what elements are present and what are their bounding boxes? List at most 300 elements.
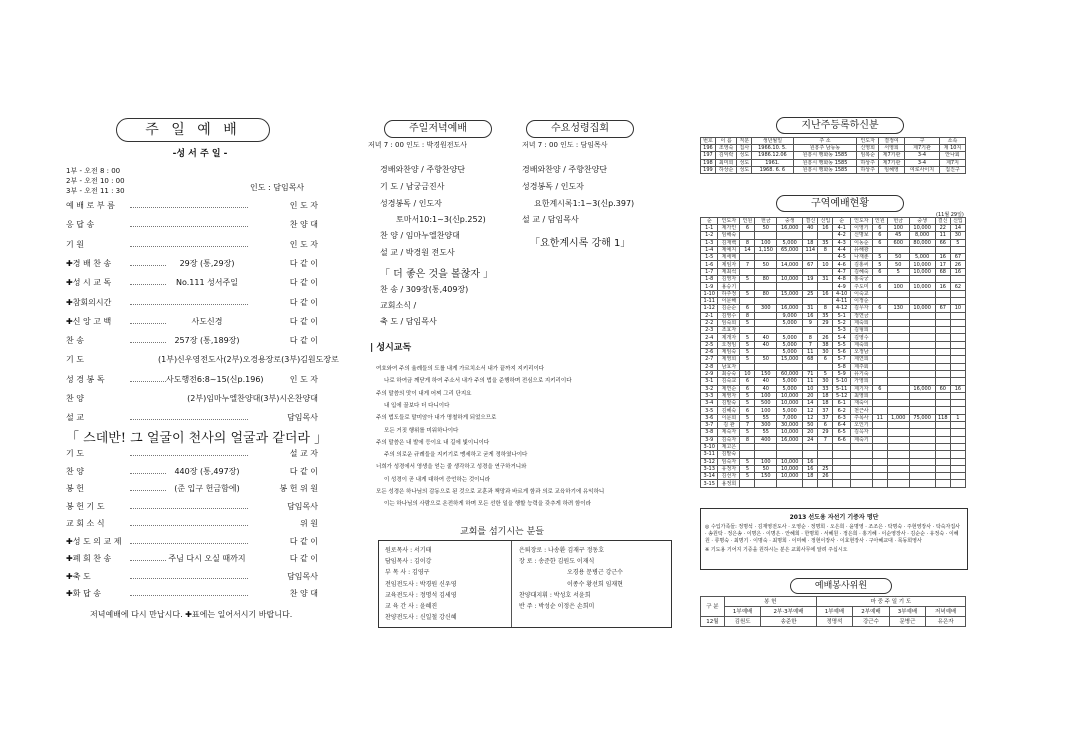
table-row bbox=[701, 334, 966, 341]
table-cell bbox=[872, 465, 887, 472]
table-cell: 3-10 bbox=[701, 443, 718, 450]
order-item-label: ✚신 앙 고 백 bbox=[66, 316, 112, 326]
table-row bbox=[701, 261, 966, 268]
order-item-role: 인 도 자 bbox=[289, 239, 318, 249]
table-cell bbox=[909, 429, 935, 436]
table-cell bbox=[850, 465, 872, 472]
table-cell: 4-10 bbox=[833, 290, 850, 297]
table-cell bbox=[887, 429, 909, 436]
table-cell bbox=[909, 378, 935, 385]
table-cell bbox=[803, 451, 818, 458]
table-header-cell: 결신 bbox=[935, 218, 950, 225]
table-cell: 29 bbox=[818, 319, 833, 326]
table-cell bbox=[833, 465, 850, 472]
table-cell: 8 bbox=[818, 246, 833, 253]
table-cell: 가영희 bbox=[850, 378, 872, 385]
order-item-role: 인 도 자 bbox=[289, 374, 318, 384]
staff-right-item: 반 주 : 박성순 이정은 손희미 bbox=[519, 603, 595, 610]
table-row bbox=[701, 407, 966, 414]
table-cell bbox=[755, 451, 777, 458]
table-cell: 3-1 bbox=[701, 378, 718, 385]
table-cell: 1961. bbox=[752, 159, 793, 166]
evening-item: 기 도 / 남궁금진사 bbox=[380, 182, 445, 191]
reading-line: 여호와여 주의 율례들의 도를 내게 가르치소서 내가 끝까지 지키리이다 bbox=[376, 366, 545, 372]
table-row bbox=[701, 312, 966, 319]
districts-date: (11월 29일) bbox=[936, 212, 964, 218]
table-cell: 하상주 bbox=[857, 166, 879, 173]
table-cell bbox=[755, 349, 777, 356]
table-cell bbox=[950, 429, 965, 436]
table-cell bbox=[803, 480, 818, 487]
table-cell: 16 bbox=[818, 225, 833, 232]
table-cell bbox=[909, 443, 935, 450]
table-cell bbox=[872, 276, 887, 283]
table-cell bbox=[887, 297, 909, 304]
table-cell bbox=[909, 246, 935, 253]
table-cell: 5 bbox=[740, 319, 755, 326]
table-row bbox=[701, 145, 966, 152]
table-cell bbox=[850, 458, 872, 465]
order-item-label: 찬 양 bbox=[66, 394, 84, 403]
order-dots bbox=[130, 304, 248, 305]
table-cell: 20 bbox=[803, 392, 818, 399]
servers-subheader-cell: 2부예배 bbox=[853, 607, 890, 617]
order-item-detail: 주님 다시 오실 때까지 bbox=[166, 553, 248, 565]
servers-header-cell: 마 중 주 일 기 도 bbox=[816, 597, 965, 607]
table-row bbox=[701, 414, 966, 421]
reading-line: 모든 성경은 하나님의 감동으로 된 것으로 교훈과 책망과 바르게 함과 의로 교육하기에 유익하니 bbox=[376, 489, 605, 495]
staff-right-item: 이종수 황선희 임재현 bbox=[567, 580, 623, 588]
table-cell: 15,000 bbox=[777, 356, 803, 363]
table-cell: 10,000 bbox=[777, 392, 803, 399]
table-cell: 26 bbox=[950, 261, 965, 268]
table-cell bbox=[872, 443, 887, 450]
table-header-cell: 번호 bbox=[701, 138, 716, 145]
order-row bbox=[66, 297, 318, 309]
table-cell: 11 bbox=[935, 232, 950, 239]
servers-header-cell: 봉 헌 bbox=[724, 597, 816, 607]
order-row bbox=[66, 501, 318, 513]
table-cell bbox=[950, 436, 965, 443]
table-cell: 300 bbox=[755, 305, 777, 312]
table-cell: 성도 bbox=[737, 159, 752, 166]
table-cell bbox=[818, 458, 833, 465]
table-row bbox=[701, 297, 966, 304]
table-header-cell: 소속 bbox=[940, 138, 966, 145]
table-cell: 10,000 bbox=[777, 429, 803, 436]
table-cell bbox=[887, 341, 909, 348]
table-cell: 5 bbox=[740, 465, 755, 472]
table-cell bbox=[740, 443, 755, 450]
table-cell bbox=[909, 334, 935, 341]
table-header-cell: 인원 bbox=[872, 218, 887, 225]
table-cell: 2-9 bbox=[701, 370, 718, 377]
table-cell: 6 bbox=[872, 232, 887, 239]
table-cell: 이동순 bbox=[850, 239, 872, 246]
table-cell: 4-2 bbox=[833, 232, 850, 239]
table-cell: 10 bbox=[740, 370, 755, 377]
table-cell bbox=[950, 327, 965, 334]
table-row bbox=[701, 254, 966, 261]
table-cell bbox=[803, 363, 818, 370]
table-cell: 26 bbox=[818, 473, 833, 480]
order-row bbox=[66, 258, 318, 270]
table-cell: 임복순 bbox=[857, 152, 879, 159]
table-cell: 김영수 bbox=[850, 334, 872, 341]
table-cell: 5 bbox=[740, 341, 755, 348]
table-cell: 3-12 bbox=[701, 458, 718, 465]
table-cell: 신영희 bbox=[857, 145, 879, 152]
table-header-cell: 결신 bbox=[803, 218, 818, 225]
table-cell: 남효자 bbox=[718, 363, 740, 370]
wednesday-item: 경배와찬양 / 주향찬양단 bbox=[522, 165, 608, 174]
servers-subheader-cell: 1부예배 bbox=[816, 607, 853, 617]
staff-right-item: 찬양대지휘 : 박성호 서윤희 bbox=[519, 591, 591, 599]
table-cell bbox=[909, 473, 935, 480]
order-item-role: 다 같 이 bbox=[289, 466, 318, 476]
bible-plan-note: ※ 기도용 기어지 기증을 원하시는 분은 교회사무에 알려 주십시오 bbox=[705, 547, 848, 553]
table-cell: 31 bbox=[818, 276, 833, 283]
order-dots bbox=[130, 595, 248, 596]
table-header-cell: 주 소 bbox=[793, 138, 857, 145]
table-header-cell: 인도자 bbox=[857, 138, 879, 145]
table-cell bbox=[935, 319, 950, 326]
table-cell bbox=[887, 363, 909, 370]
table-cell bbox=[935, 276, 950, 283]
table-cell: 18 bbox=[818, 400, 833, 407]
table-cell: 50 bbox=[755, 225, 777, 232]
table-cell bbox=[872, 327, 887, 334]
order-item-role: 다 같 이 bbox=[289, 536, 318, 546]
table-cell: 6 bbox=[872, 283, 887, 290]
table-cell: 김숙자 bbox=[718, 436, 740, 443]
table-cell: 80 bbox=[755, 290, 777, 297]
table-cell bbox=[909, 319, 935, 326]
reading-line: 주의 법도들로 말미암아 내가 명철하게 되었으므로 bbox=[376, 415, 497, 422]
order-row bbox=[66, 553, 318, 565]
table-cell: 118 bbox=[935, 414, 950, 421]
table-cell: 3-3 bbox=[701, 392, 718, 399]
table-cell bbox=[833, 473, 850, 480]
table-cell: 용승기 bbox=[718, 283, 740, 290]
table-row bbox=[701, 232, 966, 239]
table-cell bbox=[935, 312, 950, 319]
table-cell: 37 bbox=[818, 414, 833, 421]
table-cell: 5 bbox=[740, 400, 755, 407]
table-cell bbox=[909, 465, 935, 472]
table-cell bbox=[777, 451, 803, 458]
table-cell bbox=[777, 268, 803, 275]
table-cell: 5 bbox=[872, 254, 887, 261]
districts-table bbox=[700, 217, 966, 488]
servers-name: 강근수 bbox=[853, 617, 890, 627]
table-cell bbox=[950, 458, 965, 465]
table-cell bbox=[950, 363, 965, 370]
order-item-detail: 257장 (통,189장) bbox=[166, 335, 248, 347]
table-cell bbox=[740, 451, 755, 458]
service-time-1: 1부 - 오전 8 : 00 bbox=[66, 167, 121, 175]
service-time-2: 2부 - 오전 10 : 00 bbox=[66, 177, 125, 185]
table-cell bbox=[909, 370, 935, 377]
table-cell: 1-6 bbox=[701, 261, 718, 268]
evening-item: 축 도 / 담임목사 bbox=[380, 317, 437, 326]
table-cell: 1-10 bbox=[701, 290, 718, 297]
order-item-role: 봉 헌 위 원 bbox=[279, 484, 318, 493]
table-cell bbox=[887, 480, 909, 487]
table-header-cell: 이 름 bbox=[715, 138, 737, 145]
table-cell: 5,000 bbox=[777, 334, 803, 341]
table-cell bbox=[872, 334, 887, 341]
order-row bbox=[66, 277, 318, 289]
reading-line: 주의 말씀은 내 발에 등이요 내 길에 빛이니이다 bbox=[376, 439, 490, 446]
table-cell: 5-4 bbox=[833, 334, 850, 341]
table-cell: 임해숙 bbox=[718, 232, 740, 239]
table-cell bbox=[850, 480, 872, 487]
table-cell: 제숙자 bbox=[718, 429, 740, 436]
table-cell: 유정자 bbox=[718, 465, 740, 472]
table-cell bbox=[818, 443, 833, 450]
table-cell: 50 bbox=[887, 261, 909, 268]
table-cell: 1-7 bbox=[701, 268, 718, 275]
table-cell: 6 bbox=[740, 305, 755, 312]
table-cell: 197 bbox=[701, 152, 716, 159]
order-dots bbox=[130, 207, 248, 208]
table-cell: 5 bbox=[818, 370, 833, 377]
table-cell: 김말숙 bbox=[718, 400, 740, 407]
order-row bbox=[66, 412, 318, 424]
reading-line: 내 입에 꿀보다 더 다니이다 bbox=[384, 402, 450, 409]
table-cell bbox=[803, 297, 818, 304]
table-cell: 1-1 bbox=[701, 225, 718, 232]
table-cell: 14 bbox=[950, 225, 965, 232]
bible-plan-box bbox=[700, 508, 968, 570]
table-cell: 제기자 bbox=[850, 385, 872, 392]
servers-name: 정명석 bbox=[816, 617, 853, 627]
staff-left-item: 교 육 간 사 : 윤혜진 bbox=[385, 603, 438, 610]
order-item-label: 기 도 bbox=[66, 355, 84, 365]
table-cell: 7 bbox=[803, 341, 818, 348]
table-header-row bbox=[701, 138, 966, 145]
table-cell: 오정남 bbox=[850, 349, 872, 356]
table-cell: 11 bbox=[872, 414, 887, 421]
reading-line: 이 성경이 곧 내게 대하여 증언하는 것이니라 bbox=[384, 476, 491, 483]
table-cell: 4-11 bbox=[833, 297, 850, 304]
table-cell bbox=[872, 370, 887, 377]
table-cell bbox=[777, 297, 803, 304]
table-cell: 30 bbox=[950, 232, 965, 239]
order-item-label: 성 경 봉 독 bbox=[66, 374, 105, 384]
table-cell: 1-5 bbox=[701, 254, 718, 261]
table-cell: 5 bbox=[872, 261, 887, 268]
servers-name: 유은자 bbox=[926, 617, 966, 627]
table-cell bbox=[850, 473, 872, 480]
table-cell: 용정희 bbox=[718, 480, 740, 487]
table-cell bbox=[755, 319, 777, 326]
table-cell: 조효자 bbox=[718, 327, 740, 334]
table-cell: 4-6 bbox=[833, 261, 850, 268]
table-cell bbox=[887, 334, 909, 341]
table-cell: 6-5 bbox=[833, 429, 850, 436]
table-cell: 5-2 bbox=[833, 319, 850, 326]
table-row bbox=[701, 239, 966, 246]
table-cell: 16,000 bbox=[777, 436, 803, 443]
table-cell: 김영수 bbox=[718, 312, 740, 319]
table-cell: 5-10 bbox=[833, 378, 850, 385]
table-cell: 10,000 bbox=[909, 305, 935, 312]
table-cell bbox=[818, 451, 833, 458]
table-cell: 집사 bbox=[737, 145, 752, 152]
table-cell bbox=[950, 319, 965, 326]
table-cell bbox=[935, 429, 950, 436]
table-cell bbox=[872, 436, 887, 443]
table-cell bbox=[777, 254, 803, 261]
table-cell: 10,000 bbox=[909, 225, 935, 232]
staff-right-item: 은퇴장로 : 나송환 김재구 정동호 bbox=[519, 547, 604, 554]
table-cell: 제숙희 bbox=[850, 319, 872, 326]
table-cell: 4-9 bbox=[833, 283, 850, 290]
table-cell bbox=[818, 480, 833, 487]
table-cell: 5-3 bbox=[833, 327, 850, 334]
table-cell: 50 bbox=[887, 254, 909, 261]
order-dots bbox=[130, 525, 248, 526]
table-cell bbox=[909, 422, 935, 429]
table-cell: 최승숙 bbox=[718, 370, 740, 377]
table-cell: 11 bbox=[803, 349, 818, 356]
order-item-label: ✚경 배 찬 송 bbox=[66, 258, 112, 268]
order-item-detail: 사도행전6:8~15(신p.196) bbox=[166, 374, 264, 384]
table-cell: 66 bbox=[935, 239, 950, 246]
table-cell: 55 bbox=[755, 429, 777, 436]
table-cell: 3-6 bbox=[701, 414, 718, 421]
order-item-label: ✚축 도 bbox=[66, 571, 91, 581]
servers-header-cell: 구 분 bbox=[701, 597, 725, 617]
table-cell bbox=[950, 422, 965, 429]
table-cell: 12 bbox=[803, 414, 818, 421]
table-cell bbox=[872, 480, 887, 487]
table-cell: 16,000 bbox=[777, 225, 803, 232]
table-cell bbox=[755, 443, 777, 450]
table-row bbox=[701, 400, 966, 407]
servers-header-row bbox=[701, 597, 966, 607]
table-cell bbox=[777, 232, 803, 239]
table-cell: 김숙교 bbox=[718, 378, 740, 385]
table-cell: 6 bbox=[740, 407, 755, 414]
order-dots bbox=[130, 226, 248, 227]
reading-line: 모든 거짓 행위를 미워하나이다 bbox=[384, 427, 459, 434]
table-cell: 16 bbox=[803, 458, 818, 465]
table-cell: 하상순 bbox=[715, 166, 737, 173]
table-cell: 3-7 bbox=[701, 422, 718, 429]
table-cell bbox=[909, 363, 935, 370]
table-cell: 제숙희 bbox=[850, 341, 872, 348]
table-cell: 김선자 bbox=[718, 473, 740, 480]
table-cell bbox=[777, 480, 803, 487]
table-cell: 10,000 bbox=[909, 283, 935, 290]
servers-row bbox=[701, 617, 966, 627]
table-cell: 6 bbox=[872, 225, 887, 232]
table-cell: 제영자 bbox=[718, 392, 740, 399]
table-cell: 이문해 bbox=[718, 297, 740, 304]
table-cell: 4-1 bbox=[833, 225, 850, 232]
reading-line: 주의 의로운 규례들을 지키기로 맹세하고 굳게 정하였나이다 bbox=[384, 452, 528, 459]
table-cell bbox=[740, 283, 755, 290]
table-cell bbox=[950, 465, 965, 472]
order-row bbox=[66, 374, 318, 386]
table-row bbox=[701, 363, 966, 370]
table-cell bbox=[887, 443, 909, 450]
table-cell bbox=[872, 400, 887, 407]
table-cell: 3-15 bbox=[701, 480, 718, 487]
table-cell bbox=[755, 297, 777, 304]
table-cell: 60,000 bbox=[777, 370, 803, 377]
table-cell: 제연순 bbox=[718, 385, 740, 392]
table-cell bbox=[887, 465, 909, 472]
table-cell: 11 bbox=[803, 378, 818, 385]
table-cell: 제세메 bbox=[718, 254, 740, 261]
table-cell bbox=[950, 400, 965, 407]
table-cell: 김 관 bbox=[718, 422, 740, 429]
table-cell bbox=[777, 283, 803, 290]
table-cell: 김혜숙 bbox=[850, 268, 872, 275]
table-cell: 10,000 bbox=[777, 458, 803, 465]
sermon-title: 「 스데반! 그 얼굴이 천사의 얼굴과 같더라 」 bbox=[66, 431, 328, 446]
table-cell: 2-5 bbox=[701, 341, 718, 348]
table-cell bbox=[803, 327, 818, 334]
table-cell: 성도 bbox=[737, 166, 752, 173]
table-cell bbox=[777, 327, 803, 334]
table-cell bbox=[935, 422, 950, 429]
order-row bbox=[66, 588, 318, 600]
table-cell bbox=[872, 422, 887, 429]
table-cell: 10 bbox=[818, 261, 833, 268]
table-cell: 5,000 bbox=[777, 341, 803, 348]
table-cell bbox=[872, 451, 887, 458]
order-dots bbox=[130, 578, 248, 579]
table-cell: 제7기관 bbox=[879, 152, 905, 159]
table-cell: 2-7 bbox=[701, 356, 718, 363]
table-cell: 33 bbox=[818, 385, 833, 392]
table-cell bbox=[833, 451, 850, 458]
evening-item: 「 더 좋은 것을 볼찮자 」 bbox=[380, 269, 494, 280]
table-cell bbox=[935, 356, 950, 363]
order-dots bbox=[130, 455, 248, 456]
order-item-detail: No.111 성서주일 bbox=[166, 277, 248, 289]
order-item-label: ✚화 답 송 bbox=[66, 589, 101, 598]
table-cell bbox=[909, 312, 935, 319]
table-cell: 100 bbox=[887, 283, 909, 290]
table-cell bbox=[818, 283, 833, 290]
table-cell bbox=[740, 268, 755, 275]
table-cell bbox=[935, 458, 950, 465]
table-cell bbox=[833, 443, 850, 450]
table-cell bbox=[872, 297, 887, 304]
order-dots bbox=[130, 508, 248, 509]
table-cell: 5 bbox=[740, 276, 755, 283]
table-cell: 5-12 bbox=[833, 392, 850, 399]
table-cell bbox=[887, 473, 909, 480]
table-cell: 50 bbox=[755, 356, 777, 363]
table-header-cell: 생년월일 bbox=[752, 138, 793, 145]
table-cell: 재숙이 bbox=[850, 400, 872, 407]
table-cell: 67 bbox=[935, 305, 950, 312]
table-row bbox=[701, 458, 966, 465]
table-cell: 80,000 bbox=[909, 239, 935, 246]
table-cell: 1-11 bbox=[701, 297, 718, 304]
table-cell bbox=[935, 290, 950, 297]
table-cell: 제최석 bbox=[718, 268, 740, 275]
new-members-table bbox=[700, 137, 966, 174]
table-cell: 16 bbox=[935, 283, 950, 290]
